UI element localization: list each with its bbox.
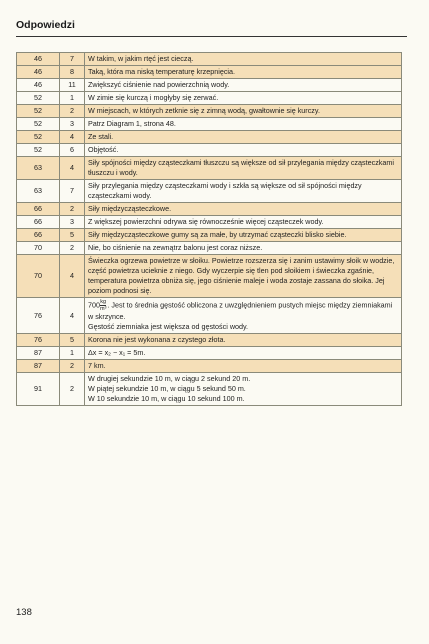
page-cell: 66 bbox=[17, 216, 60, 229]
task-cell: 1 bbox=[60, 92, 85, 105]
page-cell: 87 bbox=[17, 360, 60, 373]
page-cell: 91 bbox=[17, 373, 60, 406]
table-row bbox=[17, 298, 402, 334]
task-cell: 4 bbox=[60, 131, 85, 144]
density-value: 700 bbox=[88, 300, 100, 310]
table-row bbox=[17, 105, 402, 118]
page-cell: 63 bbox=[17, 180, 60, 203]
page-cell: 46 bbox=[17, 53, 60, 66]
table-row bbox=[17, 203, 402, 216]
answer-line: W 10 sekundzie 10 m, w ciągu 10 sekund 100 m. bbox=[88, 394, 245, 403]
task-cell: 2 bbox=[60, 105, 85, 118]
header-divider bbox=[16, 36, 407, 37]
answer-cell: W zimie się kurczą i mogłyby się zerwać. bbox=[85, 92, 402, 105]
page-cell: 46 bbox=[17, 79, 60, 92]
task-cell: 4 bbox=[60, 298, 85, 334]
task-cell: 5 bbox=[60, 334, 85, 347]
page-cell: 66 bbox=[17, 203, 60, 216]
table-row bbox=[17, 334, 402, 347]
section-title: Odpowiedzi bbox=[16, 19, 75, 31]
table-row bbox=[17, 157, 402, 180]
task-cell: 2 bbox=[60, 373, 85, 406]
page-cell: 52 bbox=[17, 92, 60, 105]
table-row bbox=[17, 229, 402, 242]
task-cell: 3 bbox=[60, 216, 85, 229]
answer-cell: Objętość. bbox=[85, 144, 402, 157]
table-row bbox=[17, 66, 402, 79]
page-cell: 87 bbox=[17, 347, 60, 360]
page-cell: 70 bbox=[17, 255, 60, 298]
table-row bbox=[17, 242, 402, 255]
page-cell: 52 bbox=[17, 144, 60, 157]
table-row bbox=[17, 79, 402, 92]
answer-cell bbox=[85, 373, 402, 406]
answer-cell: Siły międzycząsteczkowe. bbox=[85, 203, 402, 216]
density-note: Gęstość ziemniaka jest większa od gęstości wody. bbox=[88, 322, 249, 331]
answer-cell: 7 km. bbox=[85, 360, 402, 373]
task-cell: 2 bbox=[60, 203, 85, 216]
page-cell: 76 bbox=[17, 298, 60, 334]
task-cell: 2 bbox=[60, 242, 85, 255]
table-row bbox=[17, 360, 402, 373]
table-row bbox=[17, 255, 402, 298]
table-row bbox=[17, 118, 402, 131]
table-row bbox=[17, 347, 402, 360]
answer-cell: Nie, bo ciśnienie na zewnątrz balonu jest coraz niższe. bbox=[85, 242, 402, 255]
page-number: 138 bbox=[16, 607, 32, 618]
density-text: . Jest to średnia gęstość obliczona z uwzględnieniem pustych miejsc między ziemniakami w skrzynce. bbox=[88, 300, 393, 321]
unit-denominator: m³ bbox=[100, 306, 107, 312]
table-row bbox=[17, 144, 402, 157]
table-row bbox=[17, 131, 402, 144]
task-cell: 4 bbox=[60, 157, 85, 180]
answer-cell: Taką, która ma niską temperaturę krzepnięcia. bbox=[85, 66, 402, 79]
answer-cell: Patrz Diagram 1, strona 48. bbox=[85, 118, 402, 131]
task-cell: 8 bbox=[60, 66, 85, 79]
table-row bbox=[17, 180, 402, 203]
table-row bbox=[17, 92, 402, 105]
task-cell: 2 bbox=[60, 360, 85, 373]
page-cell: 52 bbox=[17, 105, 60, 118]
task-cell: 5 bbox=[60, 229, 85, 242]
task-cell: 11 bbox=[60, 79, 85, 92]
page-cell: 70 bbox=[17, 242, 60, 255]
page-cell: 63 bbox=[17, 157, 60, 180]
table-row bbox=[17, 373, 402, 406]
answer-cell: Zwiększyć ciśnienie nad powierzchnią wody. bbox=[85, 79, 402, 92]
answer-cell: Siły międzycząsteczkowe gumy są za małe, by utrzymać cząsteczki blisko siebie. bbox=[85, 229, 402, 242]
answer-cell: Ze stali. bbox=[85, 131, 402, 144]
page-cell: 52 bbox=[17, 118, 60, 131]
answer-cell: Siły przylegania między cząsteczkami wody i szkła są większe od sił spójności między cząsteczkami wody. bbox=[85, 180, 402, 203]
page-cell: 76 bbox=[17, 334, 60, 347]
task-cell: 3 bbox=[60, 118, 85, 131]
page-cell: 46 bbox=[17, 66, 60, 79]
density-line bbox=[88, 299, 398, 322]
answer-cell: Δx = x₂ − x₁ = 5m. bbox=[85, 347, 402, 360]
answer-cell: W takim, w jakim rtęć jest cieczą. bbox=[85, 53, 402, 66]
answer-cell: Świeczka ogrzewa powietrze w słoiku. Powietrze rozszerza się i zanim ustawimy słoik w wodzie, część powietrza ucieknie z niego. Gdy wyczerpie się tlen pod słoikiem i świeczka zgaśnie, temperatura powietrza obniża się, jego ciśnienie maleje i woda zostaje zassana do słoika. Jej poziom podnosi się. bbox=[85, 255, 402, 298]
task-cell: 7 bbox=[60, 53, 85, 66]
page-cell: 66 bbox=[17, 229, 60, 242]
table-row bbox=[17, 53, 402, 66]
answer-cell: Z większej powierzchni odrywa się równocześnie więcej cząsteczek wody. bbox=[85, 216, 402, 229]
task-cell: 4 bbox=[60, 255, 85, 298]
answers-table bbox=[16, 52, 402, 406]
table-row bbox=[17, 216, 402, 229]
answer-line: W drugiej sekundzie 10 m, w ciągu 2 sekund 20 m. bbox=[88, 374, 251, 383]
task-cell: 7 bbox=[60, 180, 85, 203]
task-cell: 1 bbox=[60, 347, 85, 360]
task-cell: 6 bbox=[60, 144, 85, 157]
density-unit-fraction bbox=[100, 299, 106, 312]
answer-cell bbox=[85, 298, 402, 334]
unit-numerator: kg bbox=[100, 299, 107, 305]
page-cell: 52 bbox=[17, 131, 60, 144]
answer-cell: Siły spójności między cząsteczkami tłuszczu są większe od sił przylegania między cząsteczkami tłuszczu i wody. bbox=[85, 157, 402, 180]
answer-cell: Korona nie jest wykonana z czystego złota. bbox=[85, 334, 402, 347]
answer-cell: W miejscach, w których zetknie się z zimną wodą, gwałtownie się kurczy. bbox=[85, 105, 402, 118]
answer-line: W piątej sekundzie 10 m, w ciągu 5 sekund 50 m. bbox=[88, 384, 246, 393]
